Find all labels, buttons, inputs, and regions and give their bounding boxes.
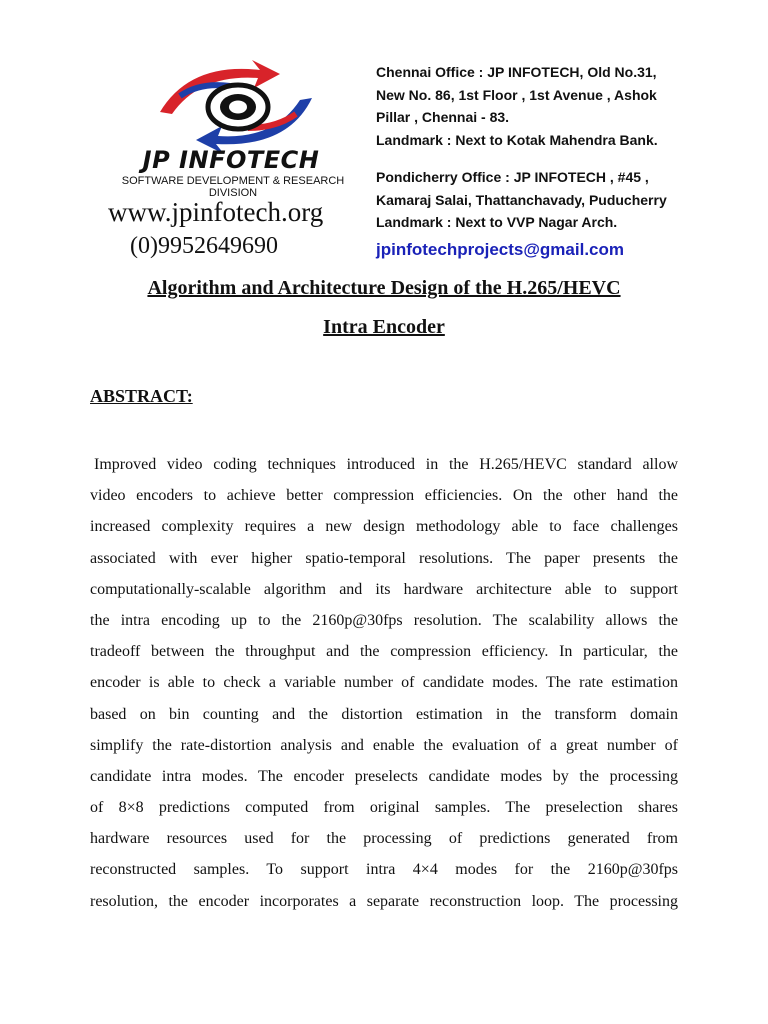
abstract-line: Improved video coding techniques introduced in the H.265/HEVC standard allow [94, 456, 678, 473]
abstract-line: simplify the rate-distortion analysis and enable the evaluation of a great number of [90, 736, 678, 754]
pondicherry-office-address [376, 166, 696, 234]
abstract-line: hardware resources used for the processing of predictions generated from [90, 830, 678, 848]
company-phone: (0)9952649690 [130, 233, 278, 259]
abstract-line: encoder is able to check a variable number of candidate modes. The rate estimation [90, 674, 678, 692]
address-line: New No. 86, 1st Floor , 1st Avenue , Ashok [376, 86, 657, 103]
address-line: Pondicherry Office : JP INFOTECH , #45 , [376, 169, 649, 185]
abstract-line: tradeoff between the throughput and the compression efficiency. In particular, the [90, 643, 678, 661]
abstract-line: of 8×8 predictions computed from original samples. The preselection shares [90, 799, 678, 817]
address-line: Landmark : Next to VVP Nagar Arch. [376, 214, 618, 230]
address-line: Pillar , Chennai - 83. [376, 109, 510, 125]
abstract-body [90, 449, 678, 917]
address-line: Landmark : Next to Kotak Mahendra Bank. [376, 131, 658, 148]
address-line: Chennai Office : JP INFOTECH, Old No.31, [376, 64, 657, 80]
abstract-line: the intra encoding up to the 2160p@30fps resolution. The scalability allows the [90, 611, 678, 629]
chennai-office-address [376, 61, 696, 151]
abstract-line: video encoders to achieve better compression efficiencies. On the other hand the [90, 487, 678, 505]
abstract-line: increased complexity requires a new design methodology able to face challenges [90, 518, 678, 536]
abstract-line: computationally-scalable algorithm and its hardware architecture able to support [90, 580, 678, 598]
letterhead [88, 44, 688, 274]
abstract-line: candidate intra modes. The encoder preselects candidate modes by the processing [90, 767, 678, 785]
address-line: Kamaraj Salai, Thattanchavady, Puducherry [376, 191, 667, 208]
company-brand: JP INFOTECH [142, 146, 320, 174]
abstract-line: based on bin counting and the distortion estimation in the transform domain [90, 705, 678, 723]
document-title-line-2: Intra Encoder [323, 316, 445, 338]
company-division: SOFTWARE DEVELOPMENT & RESEARCH DIVISION [121, 175, 345, 199]
document-title-line-1: Algorithm and Architecture Design of the H.265/HEVC [147, 277, 621, 299]
abstract-line: associated with ever higher spatio-temporal resolutions. The paper presents the [90, 549, 678, 567]
contact-email[interactable]: jpinfotechprojects@gmail.com [376, 240, 625, 259]
abstract-line: reconstructed samples. To support intra 4×4 modes for the 2160p@30fps [90, 861, 678, 879]
abstract-line: resolution, the encoder incorporates a separate reconstruction loop. The processing [90, 892, 678, 910]
company-website[interactable]: www.jpinfotech.org [108, 197, 324, 227]
abstract-heading: ABSTRACT: [90, 386, 193, 406]
